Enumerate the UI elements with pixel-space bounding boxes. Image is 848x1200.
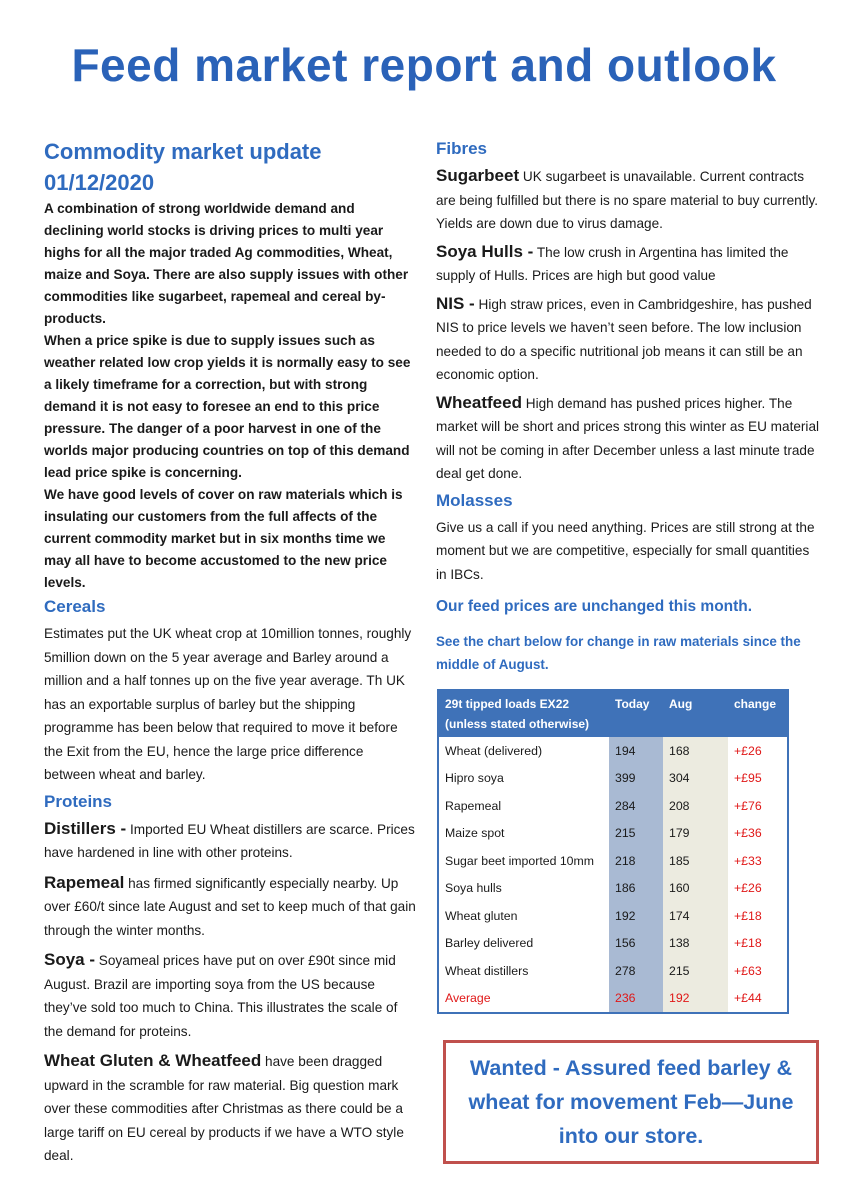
soya-text: Soyameal prices have put on over £90t since mid August. Brazil are importing soya from the US because they’ve sold too much to China. This illustrates the scale of the demand for proteins. [44,953,398,1039]
wanted-line-1: Wanted - Assured feed barley & [469,1056,793,1080]
wanted-line-3: into our store. [558,1124,704,1148]
gluten-text: have been dragged upward in the scramble for raw material. Big question mark over these commodities after Christmas as there could be a large tariff on EU cereal by products if we have a WTO style deal. [44,1054,404,1163]
cell-change: +£26 [734,743,762,758]
gluten-lead: Wheat Gluten & Wheatfeed [44,1051,262,1070]
right-column [436,136,820,676]
cell-aug: 168 [663,737,728,765]
cell-material: Hipro soya [445,771,504,786]
cell-aug: 160 [663,875,728,903]
cell-aug: 304 [663,765,728,793]
cell-today: 236 [609,985,663,1013]
table-body [439,737,787,1012]
cell-change: +£44 [734,991,762,1006]
sugarbeet-text: UK sugarbeet is unavailable. Current contracts are being fulfilled but there is no spare material to buy currently. Yields are down due to virus damage. [436,169,819,231]
chart-note: See the chart below for change in raw materials since the middle of August. [436,634,801,672]
table-row [439,765,787,793]
average-row [439,985,787,1013]
sugarbeet-paragraph [436,164,820,236]
cell-material: Maize spot [445,826,505,841]
cell-aug: 138 [663,930,728,958]
table-row [439,792,787,820]
soyahulls-text: The low crush in Argentina has limited the supply of Hulls. Prices are high but good value [436,244,789,283]
update-heading [44,136,416,198]
cell-today: 278 [609,957,663,985]
intro-paragraph-3: We have good levels of cover on raw materials which is insulating our customers from the full affects of the current commodity market but in six months time we may all have to become accustomed to the new price levels. [44,487,403,590]
cell-aug: 179 [663,820,728,848]
nis-text: High straw prices, even in Cambridgeshire, has pushed NIS to price levels we haven’t seen before. The low inclusion needed to do a specific nutritional job means it can still be an economic option. [436,296,812,382]
cell-material: Sugar beet imported 10mm [445,853,595,868]
page-title: Feed market report and outlook [71,39,777,91]
cell-aug: 208 [663,792,728,820]
cell-change: +£36 [734,826,762,841]
prices-note: Our feed prices are unchanged this month. [436,598,753,615]
wheatfeed-lead: Wheatfeed [436,392,522,412]
fibres-heading: Fibres [436,139,488,158]
cell-today: 194 [609,737,663,765]
cell-change: +£18 [734,908,762,923]
distillers-paragraph [44,817,416,865]
table-row [439,847,787,875]
price-table [437,689,789,1014]
cell-material: Wheat distillers [445,963,529,978]
cell-today: 186 [609,875,663,903]
cell-material: Wheat gluten [445,908,518,923]
nis-lead: NIS - [436,293,475,313]
cell-material: Average [445,991,491,1006]
proteins-heading: Proteins [44,791,113,811]
molasses-text: Give us a call if you need anything. Prices are still strong at the moment but we are competitive, especially for small quantities in IBCs. [436,519,815,582]
header-material [439,691,609,737]
cell-change: +£26 [734,881,762,896]
rapemeal-lead: Rapemeal [44,872,125,892]
soyahulls-paragraph [436,240,820,288]
molasses-heading: Molasses [436,490,513,510]
cell-change: +£33 [734,853,762,868]
cell-aug: 185 [663,847,728,875]
cell-aug: 174 [663,902,728,930]
cell-change: +£18 [734,936,762,951]
table-row [439,875,787,903]
header-line-2: (unless stated otherwise) [445,717,590,731]
cell-today: 399 [609,765,663,793]
left-column [44,136,416,1168]
soyahulls-lead: Soya Hulls - [436,241,534,261]
wheatfeed-text: High demand has pushed prices higher. The market will be short and prices strong this winter as EU material will not be coming in after December unless a last minute trade deal get done. [436,395,820,481]
table-row [439,820,787,848]
cell-change: +£95 [734,771,762,786]
cell-material: Barley delivered [445,936,534,951]
cell-change: +£76 [734,798,762,813]
cell-material: Soya hulls [445,881,502,896]
cell-aug: 215 [663,957,728,985]
update-date: 01/12/2020 [44,170,155,195]
cell-change: +£63 [734,963,762,978]
table-header-row [439,691,787,737]
cell-aug: 192 [663,985,728,1013]
sugarbeet-lead: Sugarbeet [436,166,520,185]
cell-material: Wheat (delivered) [445,743,543,758]
header-line-1: 29t tipped loads EX22 [445,697,570,711]
wheatfeed-paragraph [436,391,820,486]
cell-today: 215 [609,820,663,848]
table-row [439,902,787,930]
table-row [439,737,787,765]
header-change: change [728,691,787,737]
wanted-box [443,1040,819,1164]
update-title: Commodity market update [44,139,322,164]
header-aug: Aug [663,691,728,737]
distillers-lead: Distillers - [44,818,127,838]
soya-paragraph [44,948,416,1043]
price-table-grid [439,691,787,1012]
rapemeal-text: has firmed significantly especially nearby. Up over £60/t since late August and set to keep much of that gain through the winter months. [44,875,416,938]
cell-today: 156 [609,930,663,958]
cell-today: 218 [609,847,663,875]
wanted-line-2: wheat for movement Feb—June [468,1090,794,1114]
nis-paragraph [436,292,820,387]
soya-lead: Soya - [44,950,96,969]
gluten-paragraph [44,1049,416,1168]
table-row [439,957,787,985]
cereals-heading: Cereals [44,597,106,616]
header-today: Today [609,691,663,737]
intro-paragraph-1: A combination of strong worldwide demand and declining world stocks is driving prices to multi year highs for all the major traded Ag commodities, Wheat, maize and Soya. There are also supply issues with other commodities like sugarbeet, rapemeal and cereal by-products. [44,201,409,326]
distillers-text: Imported EU Wheat distillers are scarce. Prices have hardened in line with other proteins. [44,821,415,860]
cell-today: 284 [609,792,663,820]
table-row [439,930,787,958]
rapemeal-paragraph [44,871,416,943]
cell-material: Rapemeal [445,798,502,813]
cell-today: 192 [609,902,663,930]
cereals-text: Estimates put the UK wheat crop at 10million tonnes, roughly 5million down on the 5 year average and Barley around a million and a half tonnes up on the five year average. Th UK has an exportable surplus of barley but the shipping programme has been below that required to move it before the Exit from the EU, hence the large price difference between wheat and barley. [44,626,412,782]
intro-paragraph-2: When a price spike is due to supply issues such as weather related low crop yields it is normally easy to see a likely timeframe for a correction, but with strong demand it is not easy to foresee an end to this price pressure. The danger of a poor harvest in one of the worlds major producing countries on top of this demand lead price spike is concerning. [44,333,411,480]
